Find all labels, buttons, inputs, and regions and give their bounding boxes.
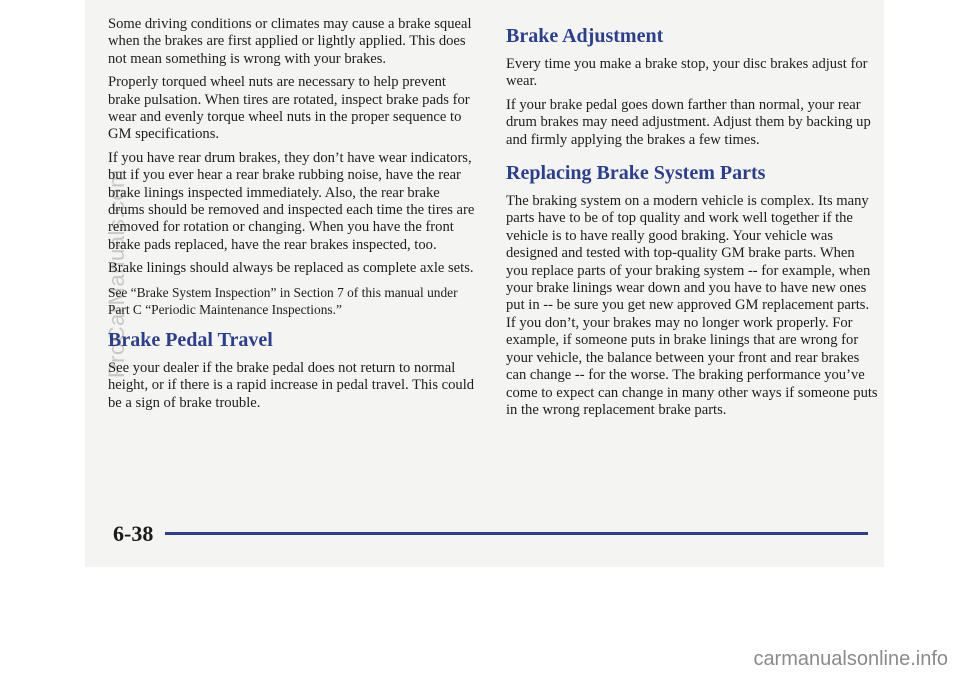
paragraph-brake-squeal: Some driving conditions or climates may cause a brake squeal when the brakes are first applied or lightly applied. This does not mean something is wrong with your brakes. xyxy=(108,16,472,67)
paragraph-wheel-nuts: Properly torqued wheel nuts are necessary to help prevent brake pulsation. When tires are rotated, inspect brake pads for wear and evenly torque wheel nuts in the proper sequence to GM specifications. xyxy=(108,74,470,143)
heading-brake-adjustment: Brake Adjustment xyxy=(506,25,664,47)
paragraph-disc-brakes-adjust: Every time you make a brake stop, your disc brakes adjust for wear. xyxy=(506,56,868,90)
vertical-watermark: ProCarManuals.com xyxy=(104,168,129,378)
heading-replacing-parts: Replacing Brake System Parts xyxy=(506,162,766,185)
paragraph-brake-linings: Brake linings should always be replaced as complete axle sets. xyxy=(108,260,474,277)
paragraph-pedal-travel: See your dealer if the brake pedal does not return to normal height, or if there is a rapid increase in pedal travel. This could be a sign of brake trouble. xyxy=(108,359,475,411)
left-column xyxy=(108,16,478,418)
heading-brake-pedal-travel: Brake Pedal Travel xyxy=(108,328,273,351)
page-number: 6-38 xyxy=(113,521,154,546)
paragraph-replacing-parts: The braking system on a modern vehicle is complex. Its many parts have to be of top quality and work well together if the vehicle is to have really good braking. Your vehicle was designed and tested with top-quality GM brake parts. When you replace parts of your braking system -- for example, when your brake linings wear down and you have to have new ones put in -- be sure you get new approved GM replacement parts. If you don’t, your brakes may no longer work properly. For example, if someone puts in brake linings that are wrong for your vehicle, the balance between your front and rear brakes can change -- for the worse. The braking performance you’ve come to expect can change in many other ways if someone puts in the wrong replacement brake parts. xyxy=(506,193,878,418)
footer-rule xyxy=(165,532,868,535)
right-column xyxy=(506,24,878,425)
paragraph-see-inspection: See “Brake System Inspection” in Section 7 of this manual under Part C “Periodic Maintenance Inspections.” xyxy=(108,284,458,317)
paragraph-drum-adjustment: If your brake pedal goes down farther than normal, your rear drum brakes may need adjustment. Adjust them by backing up and firmly applying the brakes a few times. xyxy=(506,96,871,148)
site-watermark: carmanualsonline.info xyxy=(753,648,948,670)
paragraph-rear-drum-brakes: If you have rear drum brakes, they don’t have wear indicators, but if you ever hear a rear brake rubbing noise, have the rear brake linings inspected immediately. Also, the rear brake drums should be removed and inspected each time the tires are removed for rotation or changing. When you have the front brake pads replaced, have the rear brakes inspected, too. xyxy=(108,149,475,253)
